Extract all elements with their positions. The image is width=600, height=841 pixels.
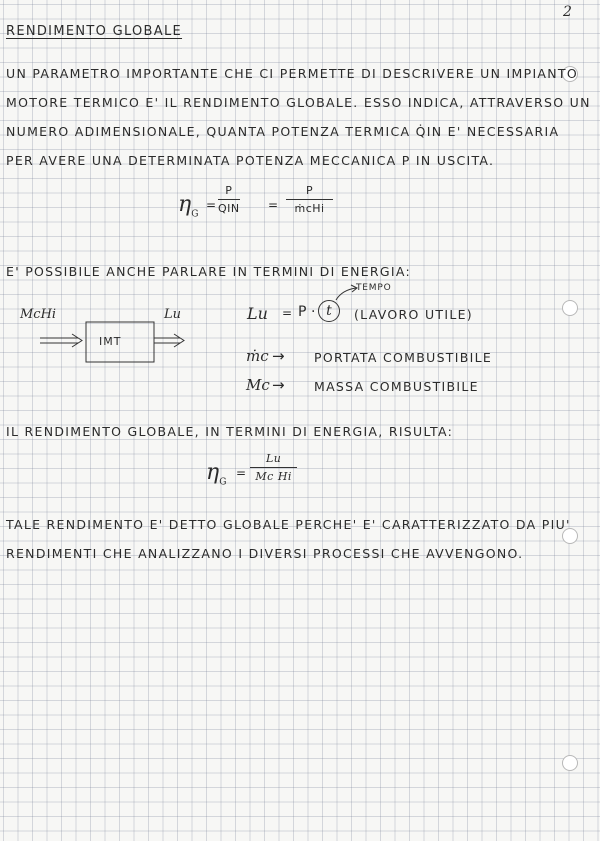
fraction-denominator: Mc Hi — [255, 470, 292, 483]
equals-sign: = — [236, 466, 247, 480]
arrow-right-icon: → — [272, 347, 285, 365]
work-symbol: Lu — [247, 304, 268, 323]
fraction-denominator: QIN — [218, 202, 240, 215]
page-title: RENDIMENTO GLOBALE — [6, 24, 183, 39]
binder-hole — [562, 755, 578, 771]
time-annotation: TEMPO — [356, 283, 392, 293]
definition-symbol: Mc — [246, 376, 270, 394]
fraction-denominator: ṁcHi — [294, 202, 325, 215]
paragraph-line: PER AVERE UNA DETERMINATA POTENZA MECCANICA P IN USCITA. — [6, 153, 495, 168]
diagram-output-label: Lu — [164, 307, 182, 322]
energy-intro-line: E' POSSIBILE ANCHE PARLARE IN TERMINI DI ENERGIA: — [6, 264, 412, 279]
paragraph-line: UN PARAMETRO IMPORTANTE CHE CI PERMETTE DI DESCRIVERE UN IMPIANTO — [6, 66, 579, 81]
work-note: (LAVORO UTILE) — [354, 307, 473, 322]
equals-sign: = — [206, 198, 217, 212]
definition-meaning: MASSA COMBUSTIBILE — [314, 379, 479, 394]
equals-sign: = — [268, 198, 279, 212]
eta-subscript: G — [219, 477, 227, 488]
double-arrow-out-icon — [154, 334, 184, 347]
fraction-numerator: P — [286, 184, 333, 200]
binder-hole — [562, 300, 578, 316]
eta-subscript: G — [191, 209, 199, 220]
fraction-lu-over-mchi — [250, 452, 297, 483]
double-arrow-in-icon — [40, 334, 82, 347]
arrow-right-icon: → — [272, 376, 285, 394]
definition-symbol: ṁc — [246, 347, 269, 365]
power-symbol: P — [298, 304, 307, 320]
global-efficiency-line: IL RENDIMENTO GLOBALE, IN TERMINI DI ENERGIA, RISULTA: — [6, 424, 454, 439]
diagram-input-label: McHi — [20, 307, 57, 322]
definition-meaning: PORTATA COMBUSTIBILE — [314, 350, 493, 365]
paragraph-line: NUMERO ADIMENSIONALE, QUANTA POTENZA TERMICA Q̇IN E' NECESSARIA — [6, 124, 560, 139]
fraction-p-over-qin — [218, 184, 240, 215]
fraction-numerator: Lu — [250, 452, 297, 468]
page-number: 2 — [563, 4, 572, 20]
multiply-dot: · — [311, 304, 316, 320]
eta-symbol: $\eta_G$ — [178, 192, 199, 220]
fraction-numerator: P — [218, 184, 240, 200]
imt-box-label: IMT — [99, 335, 122, 348]
paragraph-line: MOTORE TERMICO E' IL RENDIMENTO GLOBALE. ESSO INDICA, ATTRAVERSO UN — [6, 95, 591, 110]
fraction-p-over-mchi — [286, 184, 333, 215]
eta-symbol: $\eta_G$ — [206, 460, 227, 488]
paragraph-line: RENDIMENTI CHE ANALIZZANO I DIVERSI PROCESSI CHE AVVENGONO. — [6, 546, 524, 561]
time-symbol-circled: t — [318, 300, 340, 322]
equals-sign: = — [282, 306, 293, 320]
paragraph-line: TALE RENDIMENTO E' DETTO GLOBALE PERCHE' E' CARATTERIZZATO DA PIU' — [6, 517, 571, 532]
